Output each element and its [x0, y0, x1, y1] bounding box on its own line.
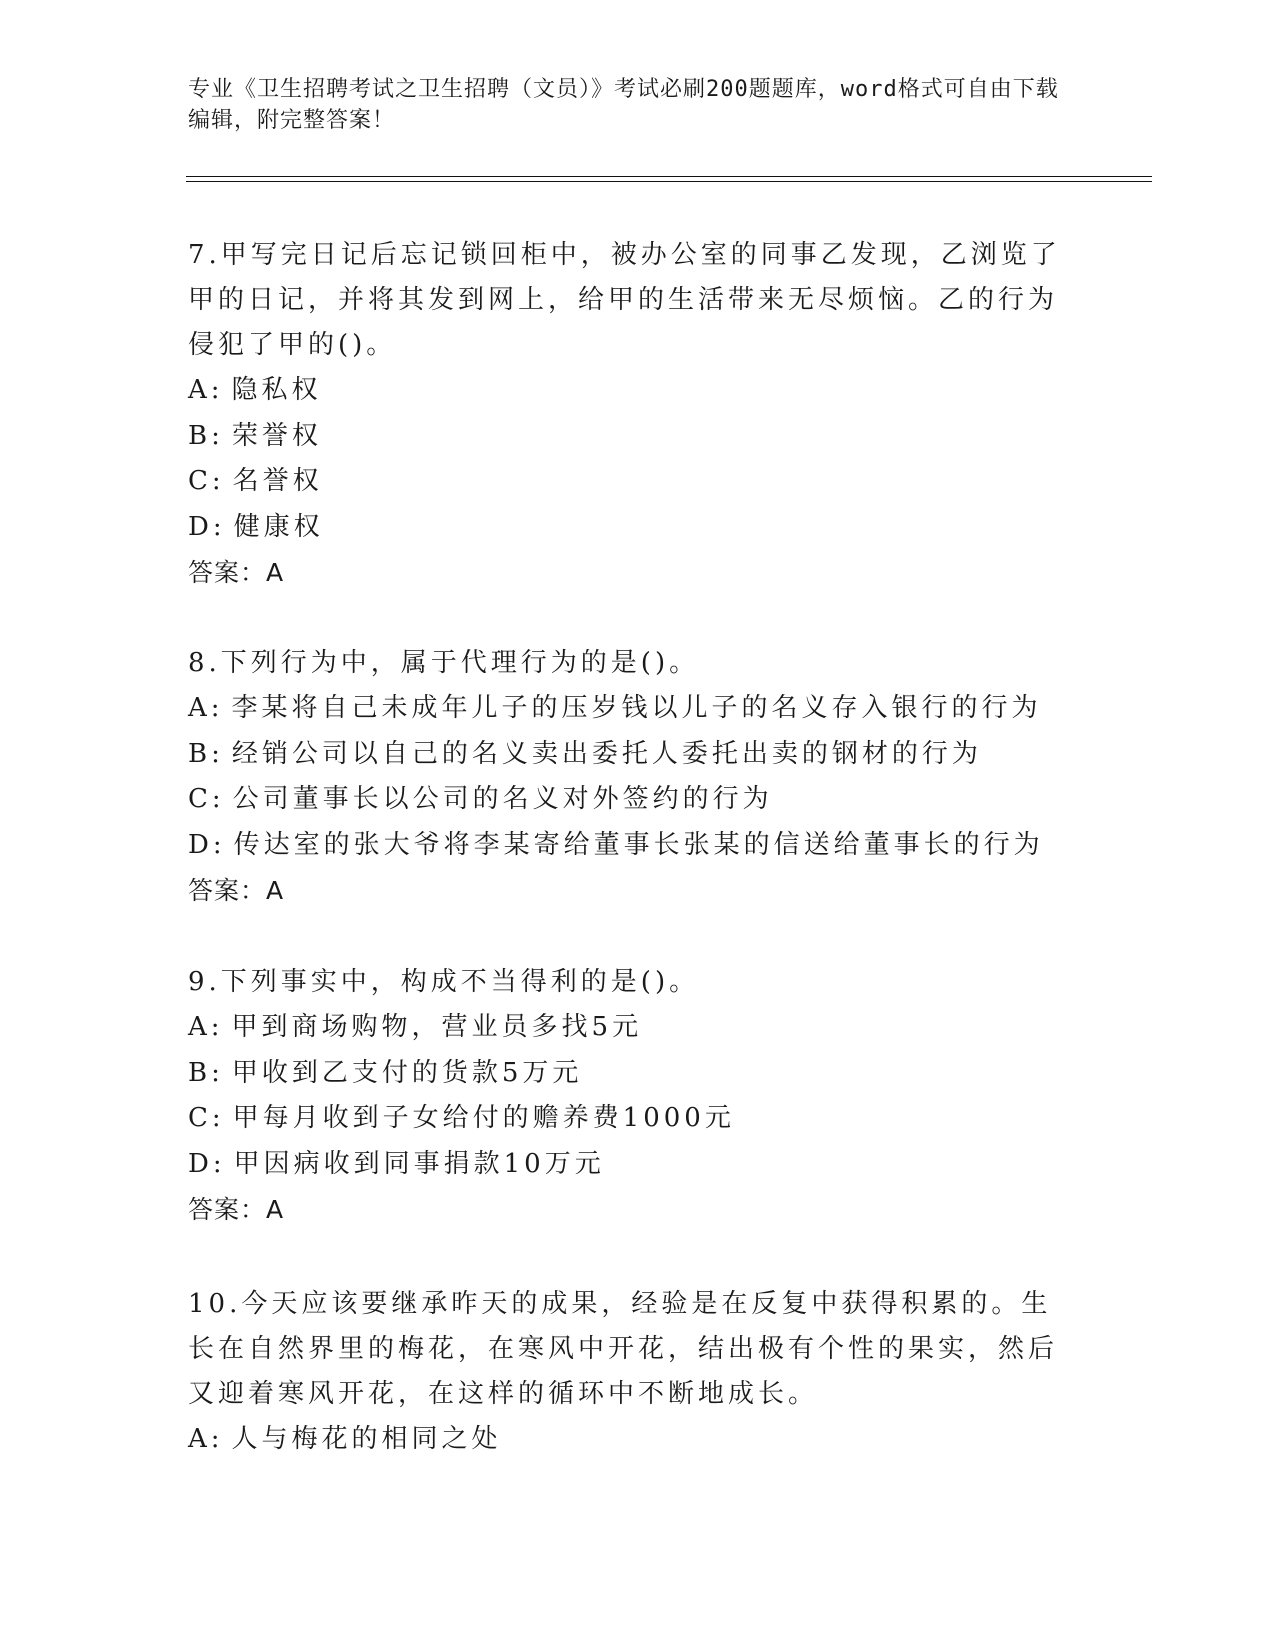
option-label: D:: [188, 511, 226, 542]
option-text: 李某将自己未成年儿子的压岁钱以儿子的名义存入银行的行为: [231, 693, 1042, 723]
option-label: D:: [188, 829, 226, 860]
option-label: D:: [188, 1148, 226, 1179]
question-stem: 9.下列事实中，构成不当得利的是()。: [188, 967, 700, 997]
option-text: 名誉权: [232, 466, 323, 496]
option-d: [188, 505, 1068, 551]
option-d: [188, 823, 1068, 869]
option-label: B:: [188, 420, 224, 451]
question-10: [188, 1282, 1068, 1463]
header-divider-top: [186, 176, 1152, 177]
question-7: [188, 233, 1068, 596]
option-b: [188, 732, 1068, 778]
option-text: 甲因病收到同事捐款10万元: [233, 1148, 605, 1179]
option-b: [188, 1051, 1068, 1097]
option-text: 传达室的张大爷将李某寄给董事长张某的信送给董事长的行为: [233, 829, 1044, 860]
question-stem: 10.今天应该要继承昨天的成果，经验是在反复中获得积累的。生长在自然界里的梅花，在寒风中开花，结出极有个性的果实，然后又迎着寒风开花，在这样的循环中不断地成长。: [188, 1289, 1059, 1409]
option-a: [188, 686, 1068, 732]
option-label: C:: [188, 784, 225, 814]
option-c: [188, 1096, 1068, 1142]
question-8: [188, 641, 1068, 914]
document-header: [188, 74, 1068, 136]
option-label: A:: [188, 693, 224, 723]
option-label: C:: [188, 466, 225, 496]
option-a: [188, 368, 1068, 414]
option-label: C:: [188, 1103, 225, 1133]
option-label: B:: [188, 738, 224, 769]
option-text: 甲每月收到子女给付的赡养费1000元: [232, 1103, 735, 1133]
option-label: B:: [188, 1057, 224, 1088]
option-text: 公司董事长以公司的名义对外签约的行为: [232, 784, 773, 814]
option-text: 荣誉权: [231, 420, 322, 451]
option-text: 人与梅花的相同之处: [231, 1424, 502, 1454]
answer-line: 答案：A: [188, 876, 285, 905]
option-label: A:: [188, 1424, 224, 1454]
option-label: A:: [188, 375, 224, 405]
option-text: 健康权: [233, 511, 324, 542]
option-text: 甲收到乙支付的货款5万元: [231, 1057, 583, 1088]
header-text: 专业《卫生招聘考试之卫生招聘（文员）》考试必刷200题题库，word格式可自由下载编辑，附完整答案！: [188, 77, 1059, 133]
question-stem: 8.下列行为中，属于代理行为的是()。: [188, 648, 700, 678]
answer-line: 答案：A: [188, 1195, 285, 1224]
option-b: [188, 414, 1068, 460]
option-label: A:: [188, 1012, 224, 1042]
option-a: [188, 1417, 1068, 1463]
option-d: [188, 1142, 1068, 1188]
option-c: [188, 777, 1068, 823]
question-stem: 7.甲写完日记后忘记锁回柜中，被办公室的同事乙发现，乙浏览了甲的日记，并将其发到网上，给甲的生活带来无尽烦恼。乙的行为侵犯了甲的()。: [188, 240, 1061, 360]
option-text: 隐私权: [231, 375, 322, 405]
header-divider-bottom: [186, 181, 1152, 182]
option-a: [188, 1005, 1068, 1051]
question-9: [188, 960, 1068, 1233]
answer-line: 答案：A: [188, 558, 285, 587]
option-c: [188, 459, 1068, 505]
option-text: 经销公司以自己的名义卖出委托人委托出卖的钢材的行为: [231, 738, 982, 769]
option-text: 甲到商场购物，营业员多找5元: [231, 1012, 643, 1042]
